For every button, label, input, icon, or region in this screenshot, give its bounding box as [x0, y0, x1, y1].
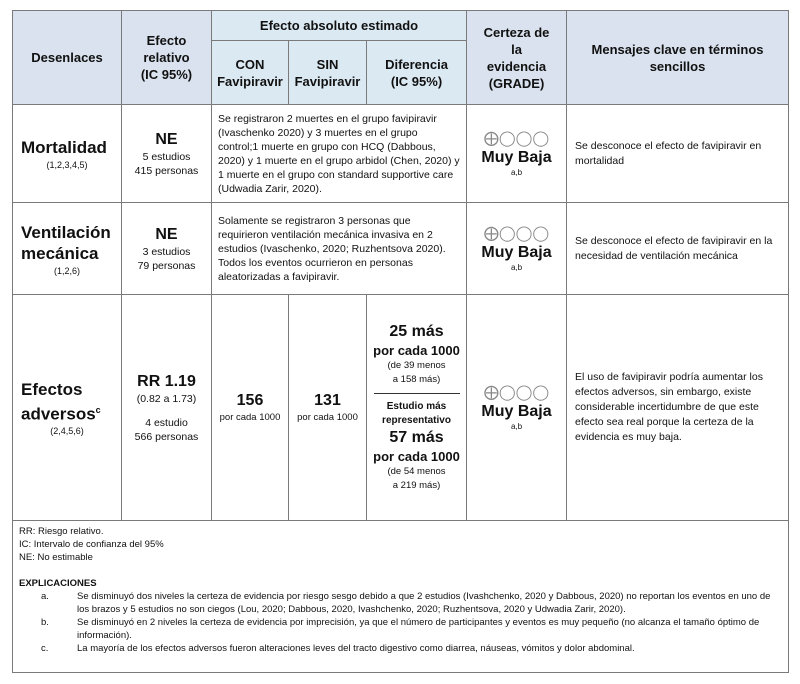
outcome-refs: (1,2,3,4,5) [46, 160, 88, 170]
explanation-item: a. Se disminuyó dos niveles la certeza de evidencia por riesgo sesgo debido a que 2 estudios (Ivashchenko, 2020 y Dabbous, 2020) no reportan los eventos en uno de los brazos y 5 estudios no son ciegos (Lou, 2020; Dabbous, 2020, Ivashchenko, 2020; Ruzhentsova, 2020 y Udwadia Zarir, 2020). [41, 591, 771, 615]
table-row-ventilation [13, 203, 789, 295]
certainty-cell: ⨁◯◯◯ Muy Baja a,b [467, 203, 567, 295]
without-favipiravir-cell: 131 por cada 1000 [289, 295, 367, 521]
header-without-favipiravir: SIN Favipiravir [289, 41, 367, 105]
certainty-cell: ⨁◯◯◯ Muy Baja a,b [467, 295, 567, 521]
outcome-refs: (1,2,6) [53, 265, 80, 276]
divider [374, 393, 460, 394]
explanation-item: c. La mayoría de los efectos adversos fueron alteraciones leves del tracto digestivo como diarrea, náuseas, vómitos y dolor abdominal. [41, 643, 635, 654]
abbreviation: RR: Riesgo relativo. [19, 526, 104, 537]
grade-rating-icon: ⨁◯◯◯ [483, 384, 550, 401]
difference-cell: 25 más por cada 1000 (de 39 menos a 158 más) Estudio más representativo 57 más por cada 1000 (de 54 menos a 219 más) [367, 295, 467, 521]
outcome-name: Mortalidad [21, 138, 107, 157]
table-row-adverse-effects [13, 295, 789, 521]
header-outcomes: Desenlaces [13, 11, 122, 105]
certainty-cell: ⨁◯◯◯ Muy Baja a,b [467, 105, 567, 203]
outcome-cell [13, 105, 122, 203]
outcome-name: Efectos adversos$^c$ [21, 379, 101, 424]
relative-effect-cell: NE 5 estudios 415 personas [122, 105, 212, 203]
abbreviation: NE: No estimable [19, 552, 93, 563]
grade-rating-icon: ⨁◯◯◯ [483, 130, 550, 147]
header-absolute-effect: Efecto absoluto estimado [212, 11, 467, 41]
absolute-effect-narrative: Se registraron 2 muertes en el grupo favipiravir (Ivaschenko 2020) y 3 muertes en el grupo control;1 muerte en grupo con HCQ (Dabbous, 2020) y 1 muerte en el grupo arbidol (Chen, 2020) y 1 muerte en el grupo con standard supportive care (Udwadia Zarir, 2020). [212, 105, 467, 203]
explanations-title: EXPLICACIONES [19, 578, 97, 589]
footnotes [13, 521, 789, 673]
summary-of-findings-table [12, 10, 789, 673]
outcome-cell [13, 203, 122, 295]
header-relative-effect: Efecto relativo (IC 95%) [122, 11, 212, 105]
header-difference: Diferencia (IC 95%) [367, 41, 467, 105]
explanation-item: b. Se disminuyó en 2 niveles la certeza de evidencia por imprecisión, ya que el número de participantes y eventos es muy pequeño (no alcanza el tamaño óptimo de información). [41, 617, 760, 641]
table-footer [13, 521, 789, 673]
header-with-favipiravir: CON Favipiravir [212, 41, 289, 105]
with-favipiravir-cell: 156 por cada 1000 [212, 295, 289, 521]
outcome-name: Ventilación mecánica [21, 222, 111, 263]
outcome-refs: (2,4,5,6) [50, 426, 84, 437]
abbreviation: IC: Intervalo de confianza del 95% [19, 539, 164, 550]
table-row-mortality [13, 105, 789, 203]
relative-effect-cell: RR 1.19 (0.82 a 1.73) 4 estudio 566 personas [122, 295, 212, 521]
key-message: Se desconoce el efecto de favipiravir en la necesidad de ventilación mecánica [567, 203, 789, 295]
key-message: El uso de favipiravir podría aumentar los efectos adversos, sin embargo, existe considerable incertidumbre de que este efecto sea real porque la certeza de la evidencia es muy baja. [567, 295, 789, 521]
outcome-cell [13, 295, 122, 521]
header-certainty: Certeza de la evidencia (GRADE) [467, 11, 567, 105]
relative-effect-cell: NE 3 estudios 79 personas [122, 203, 212, 295]
grade-rating-icon: ⨁◯◯◯ [483, 225, 550, 242]
header-key-messages: Mensajes clave en términos sencillos [567, 11, 789, 105]
key-message: Se desconoce el efecto de favipiravir en mortalidad [567, 105, 789, 203]
absolute-effect-narrative: Solamente se registraron 3 personas que requirieron ventilación mecánica invasiva en 2 estudios (Ivaschenko, 2020; Ruzhentsova 2020). Todos los eventos ocurrieron en personas aleatorizadas a favipiravir. [212, 203, 467, 295]
